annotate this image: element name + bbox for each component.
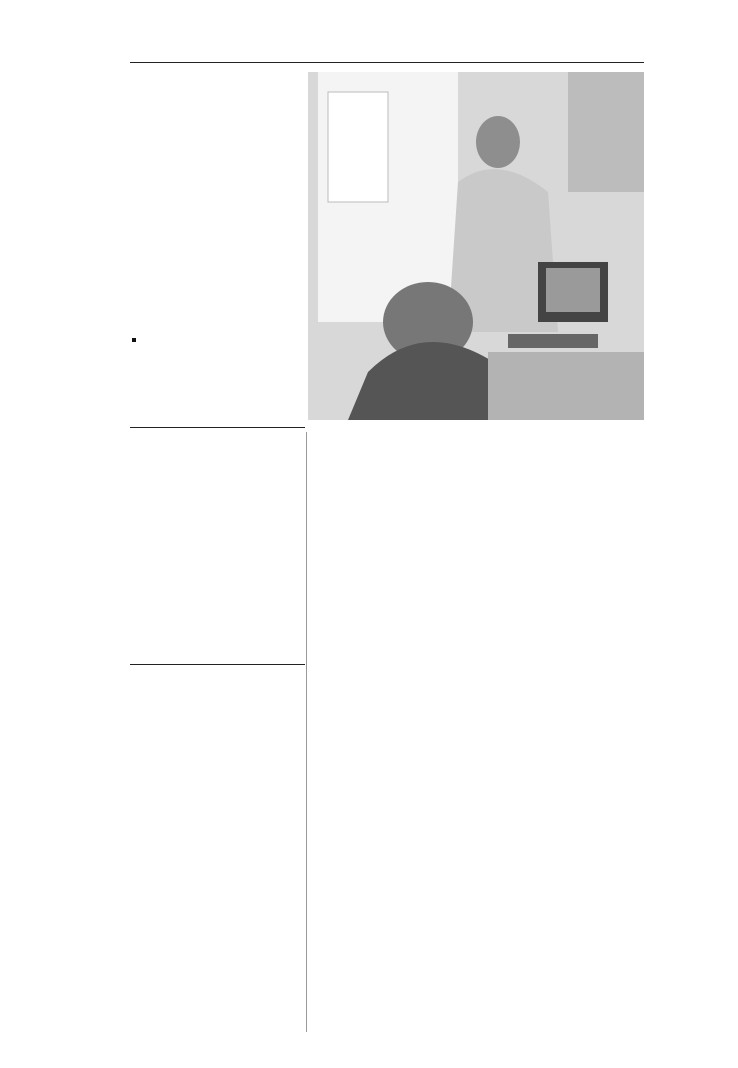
article-column	[190, 472, 244, 658]
article-column	[131, 480, 185, 658]
photo-elderly-couple-computer	[308, 72, 644, 420]
section-rule	[130, 427, 305, 428]
masthead-rule	[130, 62, 644, 63]
section-rule	[130, 664, 305, 665]
article-column	[190, 152, 244, 422]
article-column	[131, 716, 215, 1031]
article-column	[249, 152, 303, 422]
column-divider	[306, 432, 307, 1032]
article-column	[249, 472, 303, 658]
article-column	[131, 160, 185, 330]
article-photo	[308, 72, 644, 420]
handicaps-box	[131, 336, 185, 422]
article-column	[220, 708, 304, 1031]
